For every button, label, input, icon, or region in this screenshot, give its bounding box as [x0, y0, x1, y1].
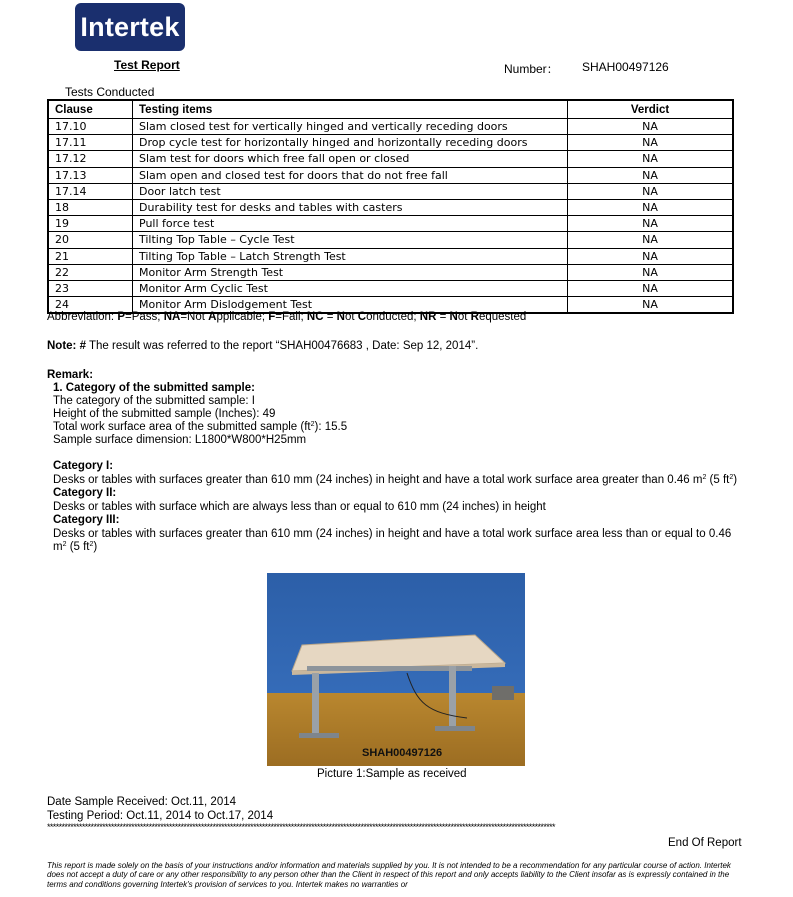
table-row [48, 167, 733, 183]
remark-line: Total work surface area of the submitted sample $(ft^2)$: 15.5 [53, 421, 348, 433]
category-text: Desks or tables with surface which are always less than or equal to 610 mm (24 inches) in height [53, 500, 546, 513]
verdict-cell: NA [568, 167, 734, 183]
item-cell: Slam closed test for vertically hinged and vertically receding doors [133, 119, 568, 135]
remark-line: The category of the submitted sample: I [53, 395, 255, 407]
table-row [48, 264, 733, 280]
table-row [48, 232, 733, 248]
photo-caption: Picture 1:Sample as received [317, 768, 467, 780]
table-row [48, 280, 733, 296]
item-cell: Slam test for doors which free fall open or closed [133, 151, 568, 167]
table-row [48, 248, 733, 264]
report-title: Test Report [114, 58, 180, 72]
clause-cell: 24 [48, 297, 133, 314]
item-cell: Monitor Arm Dislodgement Test [133, 297, 568, 314]
verdict-cell: NA [568, 199, 734, 215]
item-cell: Drop cycle test for horizontally hinged and horizontally receding doors [133, 135, 568, 151]
note-label: Note: # [47, 340, 86, 352]
clause-cell: 19 [48, 216, 133, 232]
item-cell: Pull force test [133, 216, 568, 232]
item-cell: Tilting Top Table – Cycle Test [133, 232, 568, 248]
testing-items-header: Testing items [133, 100, 568, 119]
item-cell: Slam open and closed test for doors that do not free fall [133, 167, 568, 183]
tests-conducted-label: Tests Conducted [65, 85, 155, 99]
verdict-cell: NA [642, 298, 658, 312]
verdict-cell: NA [568, 248, 734, 264]
clause-cell: 18 [48, 199, 133, 215]
clause-cell: 21 [48, 248, 133, 264]
abbreviation-line: Abbreviation: P=Pass; NA=Not Applicable; F=Fail; NC = Not Conducted; NR = Not Requested [47, 311, 527, 323]
clause-header: Clause [48, 100, 133, 119]
note-line [47, 340, 478, 352]
category-label: Category I: [53, 460, 114, 472]
category-definitions [53, 460, 753, 555]
clause-cell: 17.14 [48, 183, 133, 199]
sample-photo-label: SHAH00497126 [362, 747, 443, 759]
item-cell: Monitor Arm Strength Test [133, 264, 568, 280]
clause-cell: 23 [48, 280, 133, 296]
intertek-logo: Intertek [75, 3, 185, 51]
remark-label: Remark: [47, 369, 94, 381]
category-text: Desks or tables with surfaces greater than 610 mm (24 inches) in height and have a total work surface area less than or equal to 0.46 $m^2$ (5 $ft^2$) [53, 527, 732, 553]
disclaimer-text: This report is made solely on the basis of your instructions and/or information and materials supplied by you. It is not intended to be a recommendation for any particular course of action. Intertek does not accept a duty of care or any other responsibility to any person other than the Client in respect of this report and only accepts liability to the Client insofar as is expressly contained in the terms and conditions governing Intertek's provision of services to you. Intertek makes no warranties or [47, 861, 731, 889]
end-of-report: End Of Report [668, 837, 742, 849]
separator-line: ******************************************************************************************************************************************************************************* [47, 822, 555, 832]
item-cell: Monitor Arm Cyclic Test [133, 280, 568, 296]
table-row [48, 199, 733, 215]
report-number-value: SHAH00497126 [582, 60, 669, 74]
verdict-header: Verdict [568, 100, 734, 119]
item-cell: Durability test for desks and tables with casters [133, 199, 568, 215]
clause-cell: 17.10 [48, 119, 133, 135]
sample-photo-image [267, 573, 525, 766]
remark-line: Sample surface dimension: L1800*W800*H25mm [53, 434, 307, 446]
tests-table [47, 99, 734, 314]
category-label: Category II: [53, 487, 117, 499]
verdict-cell: NA [568, 232, 734, 248]
table-row [48, 183, 733, 199]
clause-cell: 17.12 [48, 151, 133, 167]
verdict-cell: NA [568, 183, 734, 199]
verdict-cell: NA [568, 264, 734, 280]
verdict-cell: NA [568, 280, 734, 296]
table-row [48, 151, 733, 167]
table-row [48, 119, 733, 135]
date-received: Date Sample Received: Oct.11, 2014 [47, 796, 237, 808]
sample-photo [267, 573, 525, 766]
clause-cell: 20 [48, 232, 133, 248]
table-row [48, 216, 733, 232]
remark-heading: 1. Category of the submitted sample: [53, 382, 255, 394]
item-cell: Tilting Top Table – Latch Strength Test [133, 248, 568, 264]
verdict-cell: NA [568, 151, 734, 167]
remark-line: Height of the submitted sample (Inches): 49 [53, 408, 276, 420]
clause-cell: 22 [48, 264, 133, 280]
testing-period: Testing Period: Oct.11, 2014 to Oct.17, 2014 [47, 810, 274, 822]
table-row [48, 135, 733, 151]
verdict-cell: NA [568, 135, 734, 151]
remark-section [47, 369, 347, 447]
item-cell: Door latch test [133, 183, 568, 199]
verdict-cell: NA [568, 119, 734, 135]
clause-cell: 17.13 [48, 167, 133, 183]
report-number-label: Number： [504, 62, 559, 76]
category-label: Category III: [53, 514, 120, 526]
verdict-cell: NA [568, 216, 734, 232]
tests-table-header [48, 100, 733, 119]
category-text: Desks or tables with surfaces greater than 610 mm (24 inches) in height and have a total work surface area greater than 0.46 $m^2$ (5 $ft^2$) [53, 473, 738, 486]
clause-cell: 17.11 [48, 135, 133, 151]
note-text: The result was referred to the report “SHAH00476683 , Date: Sep 12, 2014”. [85, 340, 479, 352]
